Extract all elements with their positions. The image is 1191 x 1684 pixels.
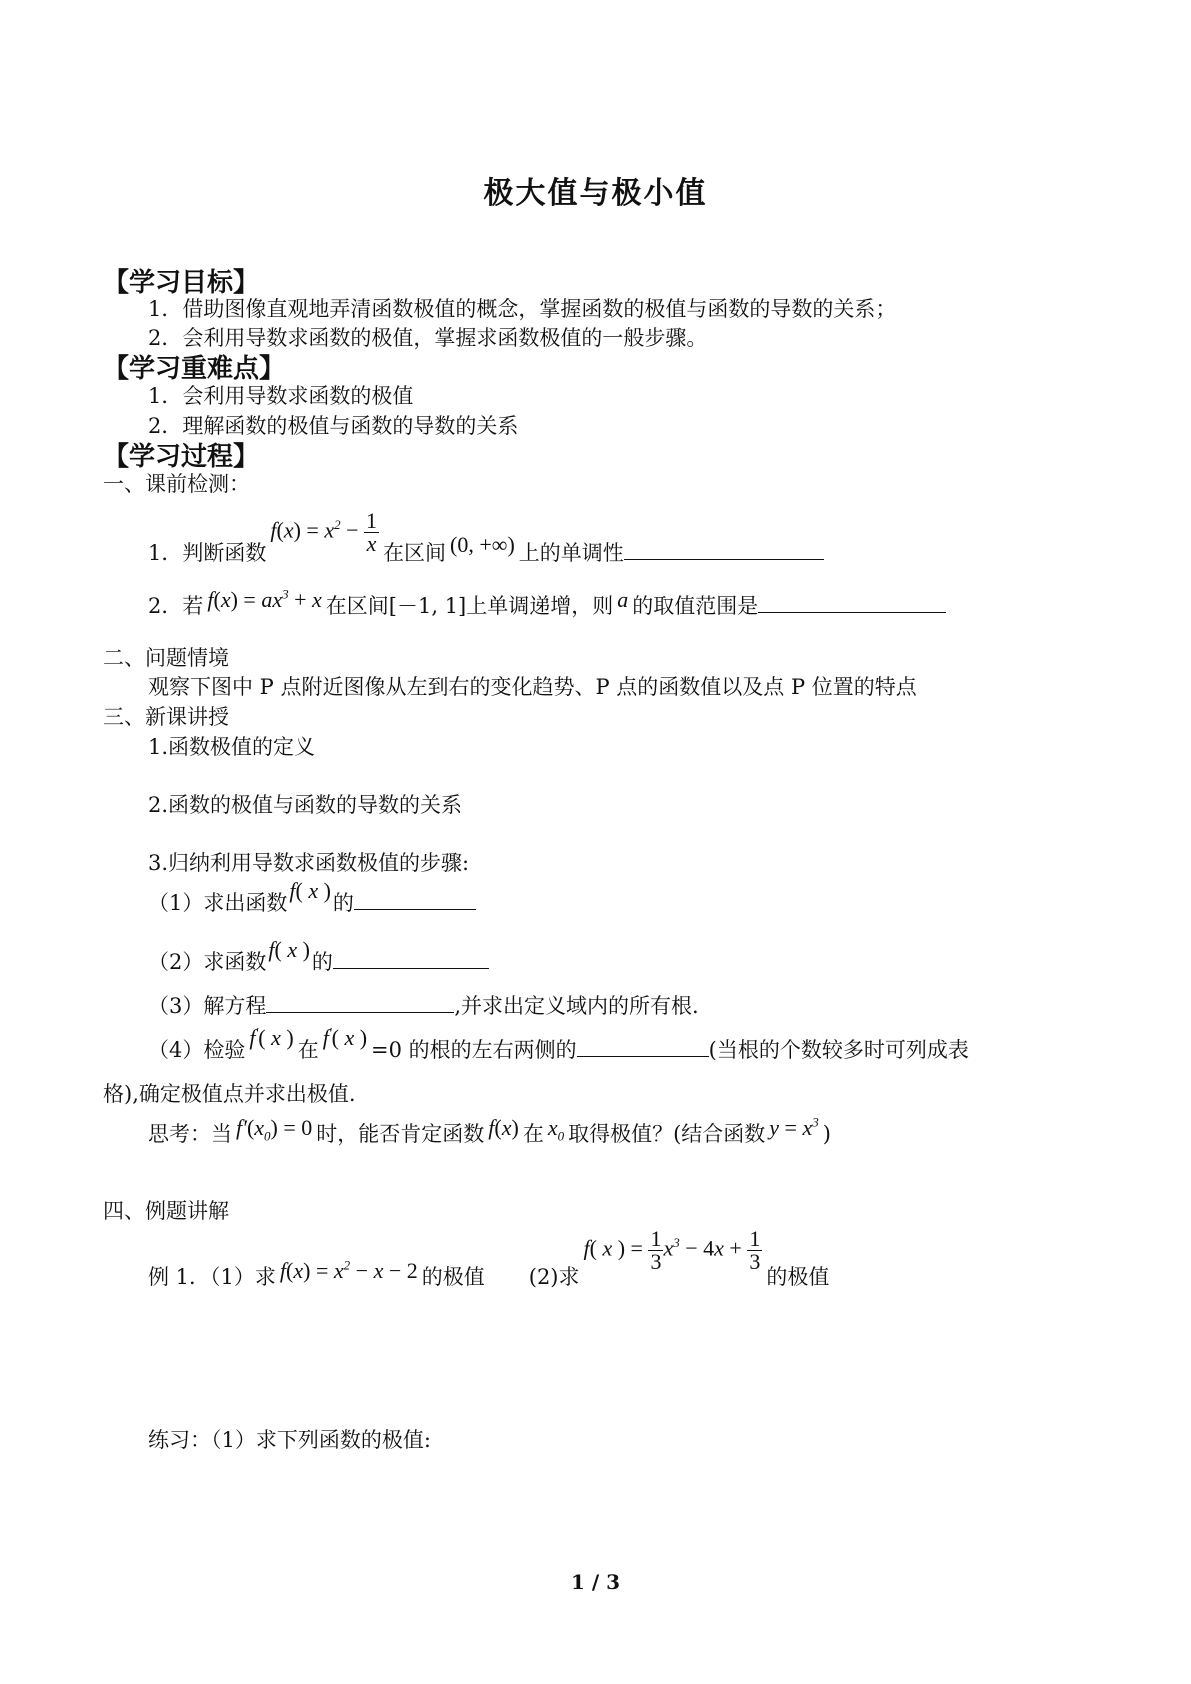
think-mid2: 在	[522, 1122, 544, 1146]
ex1-formula-1: $f(x) = x^2 - x - 2$	[279, 1257, 418, 1283]
step1-suffix: 的	[332, 891, 354, 915]
q2-variable-a: a	[617, 587, 629, 612]
part2-heading: 二、问题情境	[103, 646, 229, 670]
q2-formula: $f(x) = ax^3 + x$	[207, 586, 322, 612]
q2-mid: 在区间[－1, 1]上单调递增，则	[325, 594, 614, 618]
q2-answer-blank	[758, 592, 946, 613]
section-heading-key-points: 【学习重难点】	[103, 354, 286, 384]
step4-fprime-2: f'( x )	[322, 1024, 368, 1050]
page-title: 极大值与极小值	[483, 176, 708, 211]
lesson-item-2: 2.函数的极值与函数的导数的关系	[148, 793, 463, 817]
step-2	[148, 937, 489, 976]
part4-heading: 四、例题讲解	[103, 1199, 229, 1223]
q2-prefix: 2．若	[148, 594, 204, 618]
q1-prefix: 1．判断函数	[148, 540, 267, 565]
step1-fx: f( x )	[289, 878, 331, 903]
step4-answer-blank	[577, 1036, 709, 1057]
step1-prefix: （1）求出函数	[148, 891, 288, 915]
example-1	[148, 1226, 830, 1289]
think-x0: $x_0$	[547, 1115, 565, 1144]
step-4	[148, 1024, 969, 1064]
step-1	[148, 878, 476, 917]
step4-prefix: （4）检验	[148, 1038, 246, 1062]
section-heading-process: 【学习过程】	[103, 442, 260, 472]
ex1-mid: 的极值	[421, 1264, 485, 1289]
goal-item-2: 2．会利用导数求函数的极值，掌握求函数极值的一般步骤。	[148, 326, 708, 350]
think-mid3: 取得极值？(结合函数	[568, 1122, 766, 1146]
part2-text: 观察下图中 P 点附近图像从左到右的变化趋势、P 点的函数值以及点 P 位置的特点	[148, 675, 917, 699]
step4-mid2: =0 的根的左右两侧的	[371, 1038, 577, 1062]
ex1-suffix: 的极值	[766, 1264, 830, 1289]
step-4-continuation: 格),确定极值点并求出极值.	[103, 1082, 356, 1106]
step-3	[148, 990, 699, 1020]
lesson-item-1: 1.函数极值的定义	[148, 735, 316, 759]
practice: 练习：（1）求下列函数的极值:	[148, 1428, 431, 1452]
key-point-item-1: 1．会利用导数求函数的极值	[148, 384, 414, 408]
step3-answer-blank	[266, 992, 454, 1013]
think-suffix: )	[822, 1122, 831, 1146]
q2-suffix: 的取值范围是	[632, 594, 759, 618]
step1-answer-blank	[354, 889, 476, 910]
think-mid1: 时，能否肯定函数	[316, 1122, 485, 1146]
think-derivative-zero: $f'(x_0) = 0$	[236, 1115, 313, 1144]
think-question	[148, 1114, 831, 1150]
think-fx: f(x)	[488, 1115, 519, 1140]
step4-suffix: (当根的个数较多时可列成表	[708, 1038, 969, 1062]
step4-fprime-1: f'( x )	[249, 1024, 294, 1050]
page-number: 1 / 3	[570, 1570, 621, 1594]
step2-suffix: 的	[311, 950, 333, 974]
section-heading-goals: 【学习目标】	[103, 268, 260, 298]
step2-answer-blank	[333, 948, 489, 969]
question-1	[148, 502, 824, 565]
step2-prefix: （2）求函数	[148, 950, 267, 974]
lesson-item-3: 3.归纳利用导数求函数极值的步骤:	[148, 851, 470, 875]
ex1-formula-2: f( x ) = $\frac{1}{3}$ $x^3 - 4x$ + $\frac{1}{3}$	[583, 1226, 761, 1274]
part1-heading: 一、课前检测：	[103, 472, 250, 496]
question-2	[148, 586, 946, 620]
ex1-prefix: 例 1．（1）求	[148, 1264, 276, 1289]
q1-suffix: 上的单调性	[518, 540, 624, 565]
step3-suffix: ,并求出定义域内的所有根.	[454, 994, 699, 1018]
q1-answer-blank	[624, 539, 824, 560]
q1-interval: (0, +∞)	[450, 531, 515, 557]
step4-mid1: 在	[297, 1038, 319, 1062]
think-cubic: $y = x^3$	[769, 1114, 819, 1140]
step3-prefix: （3）解方程	[148, 994, 267, 1018]
q1-mid: 在区间	[383, 540, 447, 565]
ex1-part2: (2)求	[528, 1264, 580, 1289]
key-point-item-2: 2．理解函数的极值与函数的导数的关系	[148, 414, 519, 438]
part3-heading: 三、新课讲授	[103, 705, 229, 729]
goal-item-1: 1．借助图像直观地弄清函数极值的概念，掌握函数的极值与函数的导数的关系；	[148, 297, 897, 321]
think-prefix: 思考：当	[148, 1122, 232, 1146]
step2-fx: f( x )	[268, 937, 310, 962]
q1-formula: $f(x) = x^2$ − $\frac{1}{x}$	[270, 508, 378, 556]
